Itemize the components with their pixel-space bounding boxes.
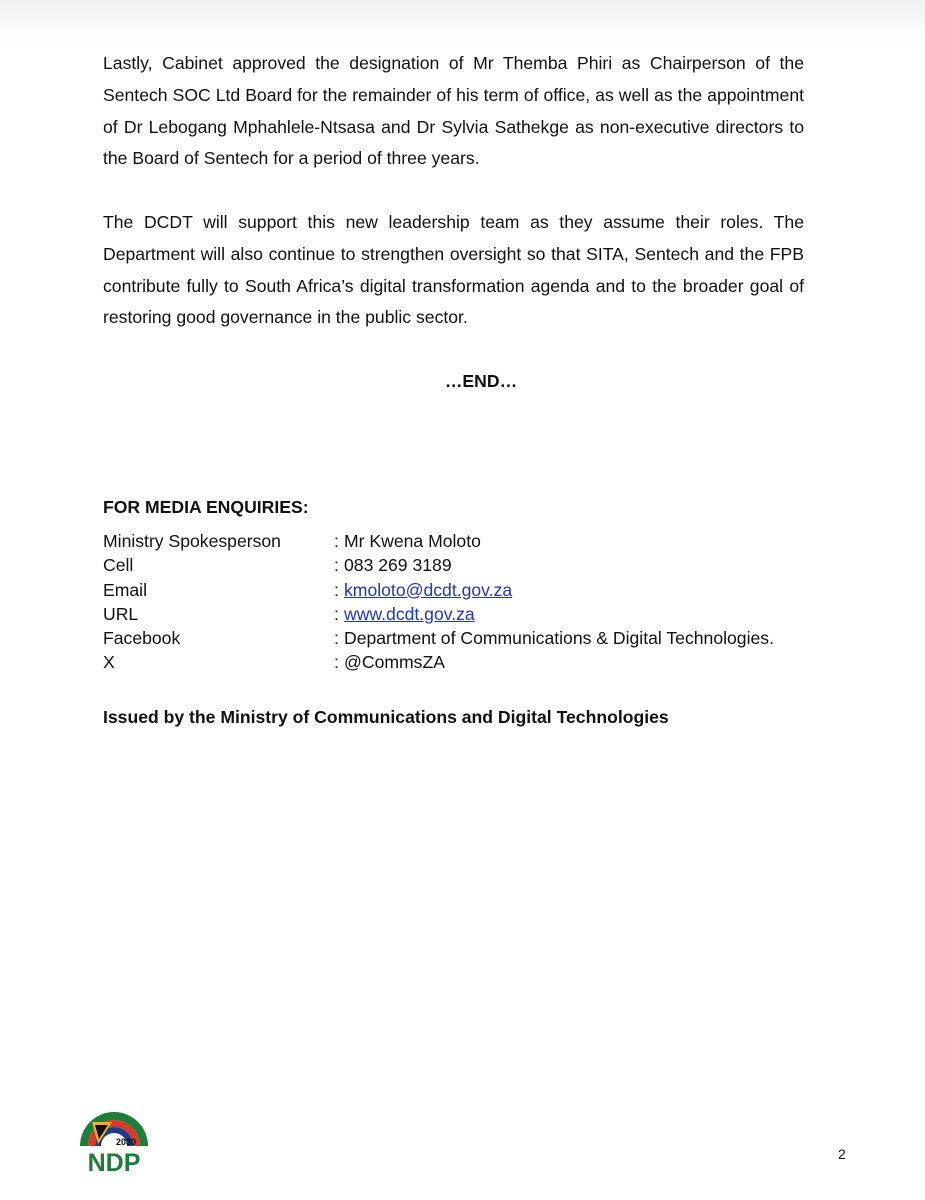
contact-value: Mr Kwena Moloto [344, 531, 481, 551]
page-number: 2 [838, 1146, 846, 1162]
contact-separator: : [334, 603, 339, 624]
logo-year: 2030 [115, 1137, 137, 1147]
paragraph-dcdt-support: The DCDT will support this new leadership team as they assume their roles. The Department will also continue to strengthen oversight so that SITA, Sentech and the FPB contribute fully to South Africa’s digital transformation agenda and to the broader goal of restoring good governance in the public sector. [103, 212, 804, 328]
contact-separator: : [334, 628, 339, 649]
contact-row-email [103, 578, 823, 602]
media-enquiries-heading: FOR MEDIA ENQUIRIES: [103, 497, 309, 517]
website-link[interactable]: www.dcdt.gov.za [344, 603, 475, 624]
scan-top-shadow [0, 0, 925, 44]
contact-value: Department of Communications & Digital Technologies. [344, 628, 774, 649]
contact-label: URL [103, 603, 139, 624]
contact-row-spokesperson [103, 529, 823, 553]
ndp-2030-logo [76, 1106, 152, 1176]
logo-text: NDP [87, 1149, 141, 1176]
media-contacts-list [103, 529, 823, 675]
contact-separator: : [334, 652, 339, 673]
contact-row-facebook [103, 626, 823, 650]
contact-label: Facebook [103, 628, 181, 649]
paragraph-cabinet-appointments: Lastly, Cabinet approved the designation of Mr Themba Phiri as Chairperson of the Sentech SOC Ltd Board for the remainder of his term of office, as well as the appointment of Dr Lebogang Mphahlele-Ntsasa and Dr Sylvia Sathekge as non-executive directors to the Board of Sentech for a period of three years. [103, 53, 804, 169]
contact-value: 083 269 3189 [344, 555, 452, 576]
contact-separator: : [334, 579, 339, 600]
contact-label: Email [103, 579, 147, 600]
contact-row-x [103, 650, 823, 674]
issued-by-statement: Issued by the Ministry of Communications and Digital Technologies [103, 707, 669, 727]
email-link[interactable]: kmoloto@dcdt.gov.za [344, 579, 513, 600]
contact-row-url [103, 602, 823, 626]
contact-label: Ministry Spokesperson [103, 531, 281, 551]
contact-label: X [103, 652, 115, 673]
contact-value: @CommsZA [344, 652, 445, 673]
end-marker: …END… [444, 371, 518, 391]
ndp-logo-graphic [76, 1106, 152, 1176]
contact-separator: : [334, 531, 339, 551]
contact-separator: : [334, 555, 339, 576]
contact-label: Cell [103, 555, 134, 576]
contact-row-cell [103, 553, 823, 577]
